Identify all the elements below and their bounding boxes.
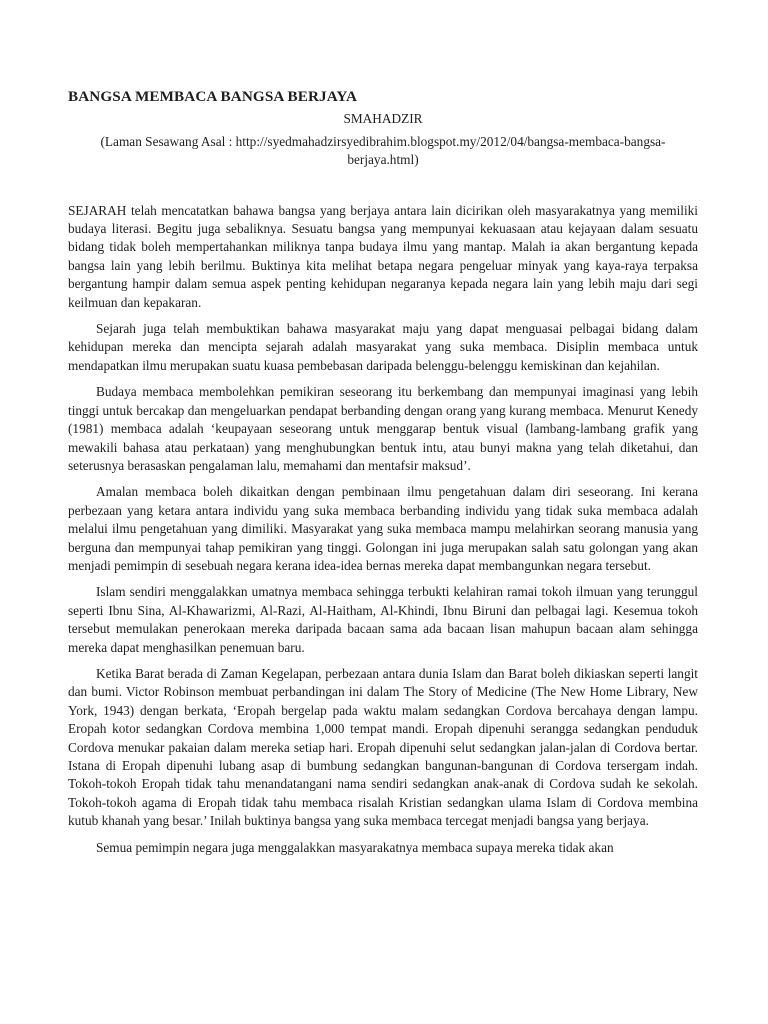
paragraph-2: Sejarah juga telah membuktikan bahawa masyarakat maju yang dapat menguasai pelbagai bidang dalam kehidupan mereka dan mencipta sejarah adalah masyarakat yang suka membaca. Disiplin membaca untuk mendapatkan ilmu merupakan suatu kuasa pembebasan daripada belenggu-belenggu kemiskinan dan kejahilan.: [68, 321, 698, 373]
paragraph-4: Amalan membaca boleh dikaitkan dengan pembinaan ilmu pengetahuan dalam diri seseorang. Ini kerana perbezaan yang ketara antara individu yang suka membaca berbanding individu yang tidak suka membaca adalah melalui ilmu pengetahuan yang dimiliki. Masyarakat yang suka membaca mampu melahirkan seorang manusia yang berguna dan mempunyai tahap pemikiran yang tinggi. Golongan ini juga merupakan salah satu golongan yang akan menjadi pemimpin di sesebuah negara kerana idea-idea bernas mereka dapat membangunkan negara tersebut.: [68, 484, 698, 573]
paragraph-5: Islam sendiri menggalakkan umatnya membaca sehingga terbukti kelahiran ramai tokoh ilmuan yang terunggul seperti Ibnu Sina, Al-Khawarizmi, Al-Razi, Al-Haitham, Al-Khindi, Ibnu Biruni dan pelbagai lagi. Kesemua tokoh tersebut memulakan penerokaan mereka daripada bacaan sama ada bacaan lisan mahupun bacaan alam sehingga mereka dapat menghasilkan penemuan baru.: [68, 584, 698, 655]
document-page: [68, 88, 698, 865]
document-author: SMAHADZIR: [343, 111, 423, 127]
document-title: BANGSA MEMBACA BANGSA BERJAYA: [68, 88, 358, 105]
paragraph-7: Semua pemimpin negara juga menggalakkan masyarakatnya membaca supaya mereka tidak akan: [96, 839, 614, 855]
paragraph-6: Ketika Barat berada di Zaman Kegelapan, perbezaan antara dunia Islam dan Barat boleh dikiaskan seperti langit dan bumi. Victor Robinson membuat perbandingan ini dalam The Story of Medicine (The New Home Library, New York, 1943) dengan berkata, ‘Eropah bergelap pada waktu malam sedangkan Cordova bercahaya dengan lampu. Eropah kotor sedangkan Cordova membina 1,000 tempat mandi. Eropah dipenuhi serangga sedangkan penduduk Cordova menukar pakaian dalam mereka setiap hari. Eropah dipenuhi selut sedangkan jalan-jalan di Cordova bertar. Istana di Eropah dipenuhi lubang asap di bumbung sedangkan bangunan-bangunan di Cordova tersergam indah. Tokoh-tokoh Eropah tidak tahu menandatangani nama sendiri sedangkan anak-anak di Cordova sudah ke sekolah. Tokoh-tokoh agama di Eropah tidak tahu membaca risalah Kristian sedangkan ulama Islam di Cordova membina kutub khanah yang besar.’ Inilah buktinya bangsa yang suka membaca tercegat menjadi bangsa yang berjaya.: [68, 665, 698, 829]
paragraph-1: SEJARAH telah mencatatkan bahawa bangsa yang berjaya antara lain dicirikan oleh masyarakatnya yang memiliki budaya literasi. Begitu juga sebaliknya. Sesuatu bangsa yang mempunyai kekuasaan atau kejayaan dalam sesuatu bidang tidak boleh mempertahankan miliknya tanpa budaya ilmu yang mantap. Malah ia akan bergantung kepada bangsa lain yang lebih berilmu. Buktinya kita melihat betapa negara pengeluar minyak yang kaya-raya terpaksa bergantung hampir dalam semua aspek penting kehidupan negaranya kepada negara lain yang lebih maju dari segi keilmuan dan kepakaran.: [68, 202, 698, 310]
paragraph-3: Budaya membaca membolehkan pemikiran seseorang itu berkembang dan mempunyai imaginasi yang lebih tinggi untuk bercakap dan mengeluarkan pendapat berbanding dengan orang yang kurang membaca. Menurut Kenedy (1981) membaca adalah ‘keupayaan seseorang untuk menggarap bentuk visual (lambang-lambang grafik yang mewakili bahasa atau perkataan) yang menghubungkan bentuk intu, atau bunyi makna yang telah diketahui, dan seterusnya berasaskan pengalaman lalu, memahami dan mentafsir maksud’.: [68, 384, 698, 473]
document-source: (Laman Sesawang Asal : http://syedmahadzirsyedibrahim.blogspot.my/2012/04/bangsa-membaca-bangsa-berjaya.html): [100, 133, 666, 168]
